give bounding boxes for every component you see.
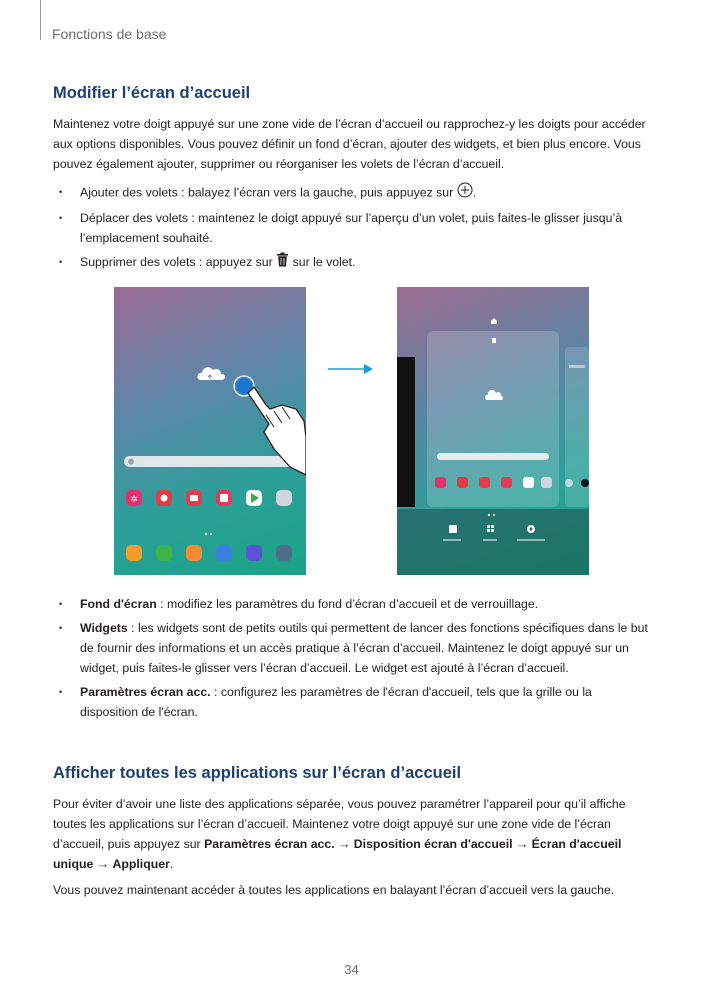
bullet-widgets: • Widgets : les widgets sont de petits outils qui permettent de lancer des fonctions spécifiques dans le but de fournir des informations et un accès pratique à l’écran d’accueil. Maintenez le doigt appuyé sur un widget, puis faites-le glisser vers l’écran d’accueil. Le widget est ajouté à l’écran d’accueil.: [53, 618, 653, 678]
options-bar: [397, 509, 589, 575]
home-screen-illustration: [114, 287, 589, 575]
cloud-icon: [197, 367, 225, 380]
gear-icon: [527, 525, 535, 533]
bullet-delete-panel: • Supprimer des volets : appuyez sur sur le volet.: [53, 252, 653, 273]
all-apps-instructions: Pour éviter d’avoir une liste des applications séparée, vous pouvez paramétrer l’appareil pour qu’il affiche toutes les applications sur l’écran d’accueil. Maintenez votre doigt appuyé sur une zone vide de l’écran d’accueil, puis appuyez sur Paramètres écran acc. → Disposition écran d'accueil → Écran d'accueil unique → Appliquer.: [53, 797, 626, 871]
bullet-wallpaper: • Fond d'écran : modifiez les paramètres du fond d’écran d’accueil et de verrouillage.: [53, 594, 653, 614]
add-circle-icon: [457, 182, 473, 204]
page-number: 34: [344, 962, 359, 977]
svg-text:✲: ✲: [130, 495, 138, 505]
search-bar: [437, 453, 549, 460]
header-rule: [40, 0, 41, 40]
section-title-edit-home: Modifier l’écran d’accueil: [53, 84, 251, 102]
home-icon: [491, 318, 497, 324]
panel-bullets: [53, 182, 653, 277]
all-apps-result: Vous pouvez maintenant accéder à toutes les applications en balayant l’écran d’accueil vers la gauche.: [53, 883, 615, 897]
bullet-move-panel: • Déplacer des volets : maintenez le doigt appuyé sur l’aperçu d’un volet, puis faites-le glisser jusqu’à l’emplacement souhaité.: [53, 208, 653, 248]
app-row-top: [126, 490, 292, 506]
app-row-dock: [126, 545, 292, 561]
current-panel-preview: [427, 331, 559, 507]
section-intro: Maintenez votre doigt appuyé sur une zone vide de l’écran d’accueil ou rapprochez-y les doigts pour accéder aux options disponibles. Vous pouvez définir un fond d’écran, ajouter des widgets, et bien plus encore. Vous pouvez également ajouter, supprimer ou réorganiser les volets de l’écran d’accueil.: [53, 117, 646, 171]
trash-icon: [276, 252, 289, 273]
option-bullets: [53, 594, 653, 726]
wallpaper-icon: [449, 525, 457, 533]
tablet-home-screen: [114, 287, 306, 575]
bullet-home-settings: • Paramètres écran acc. : configurez les paramètres de l'écran d'accueil, tels que la grille ou la disposition de l'écran.: [53, 682, 653, 722]
tablet-edit-mode: [397, 287, 589, 575]
running-header: Fonctions de base: [52, 26, 167, 42]
bullet-add-panel: • Ajouter des volets : balayez l’écran vers la gauche, puis appuyez sur .: [53, 182, 653, 204]
previous-panel: [397, 357, 415, 507]
arrow-right-icon: [328, 361, 376, 377]
section-title-all-apps: Afficher toutes les applications sur l’écran d’accueil: [53, 764, 462, 782]
trash-icon: [492, 338, 496, 343]
search-bar: [124, 456, 298, 467]
